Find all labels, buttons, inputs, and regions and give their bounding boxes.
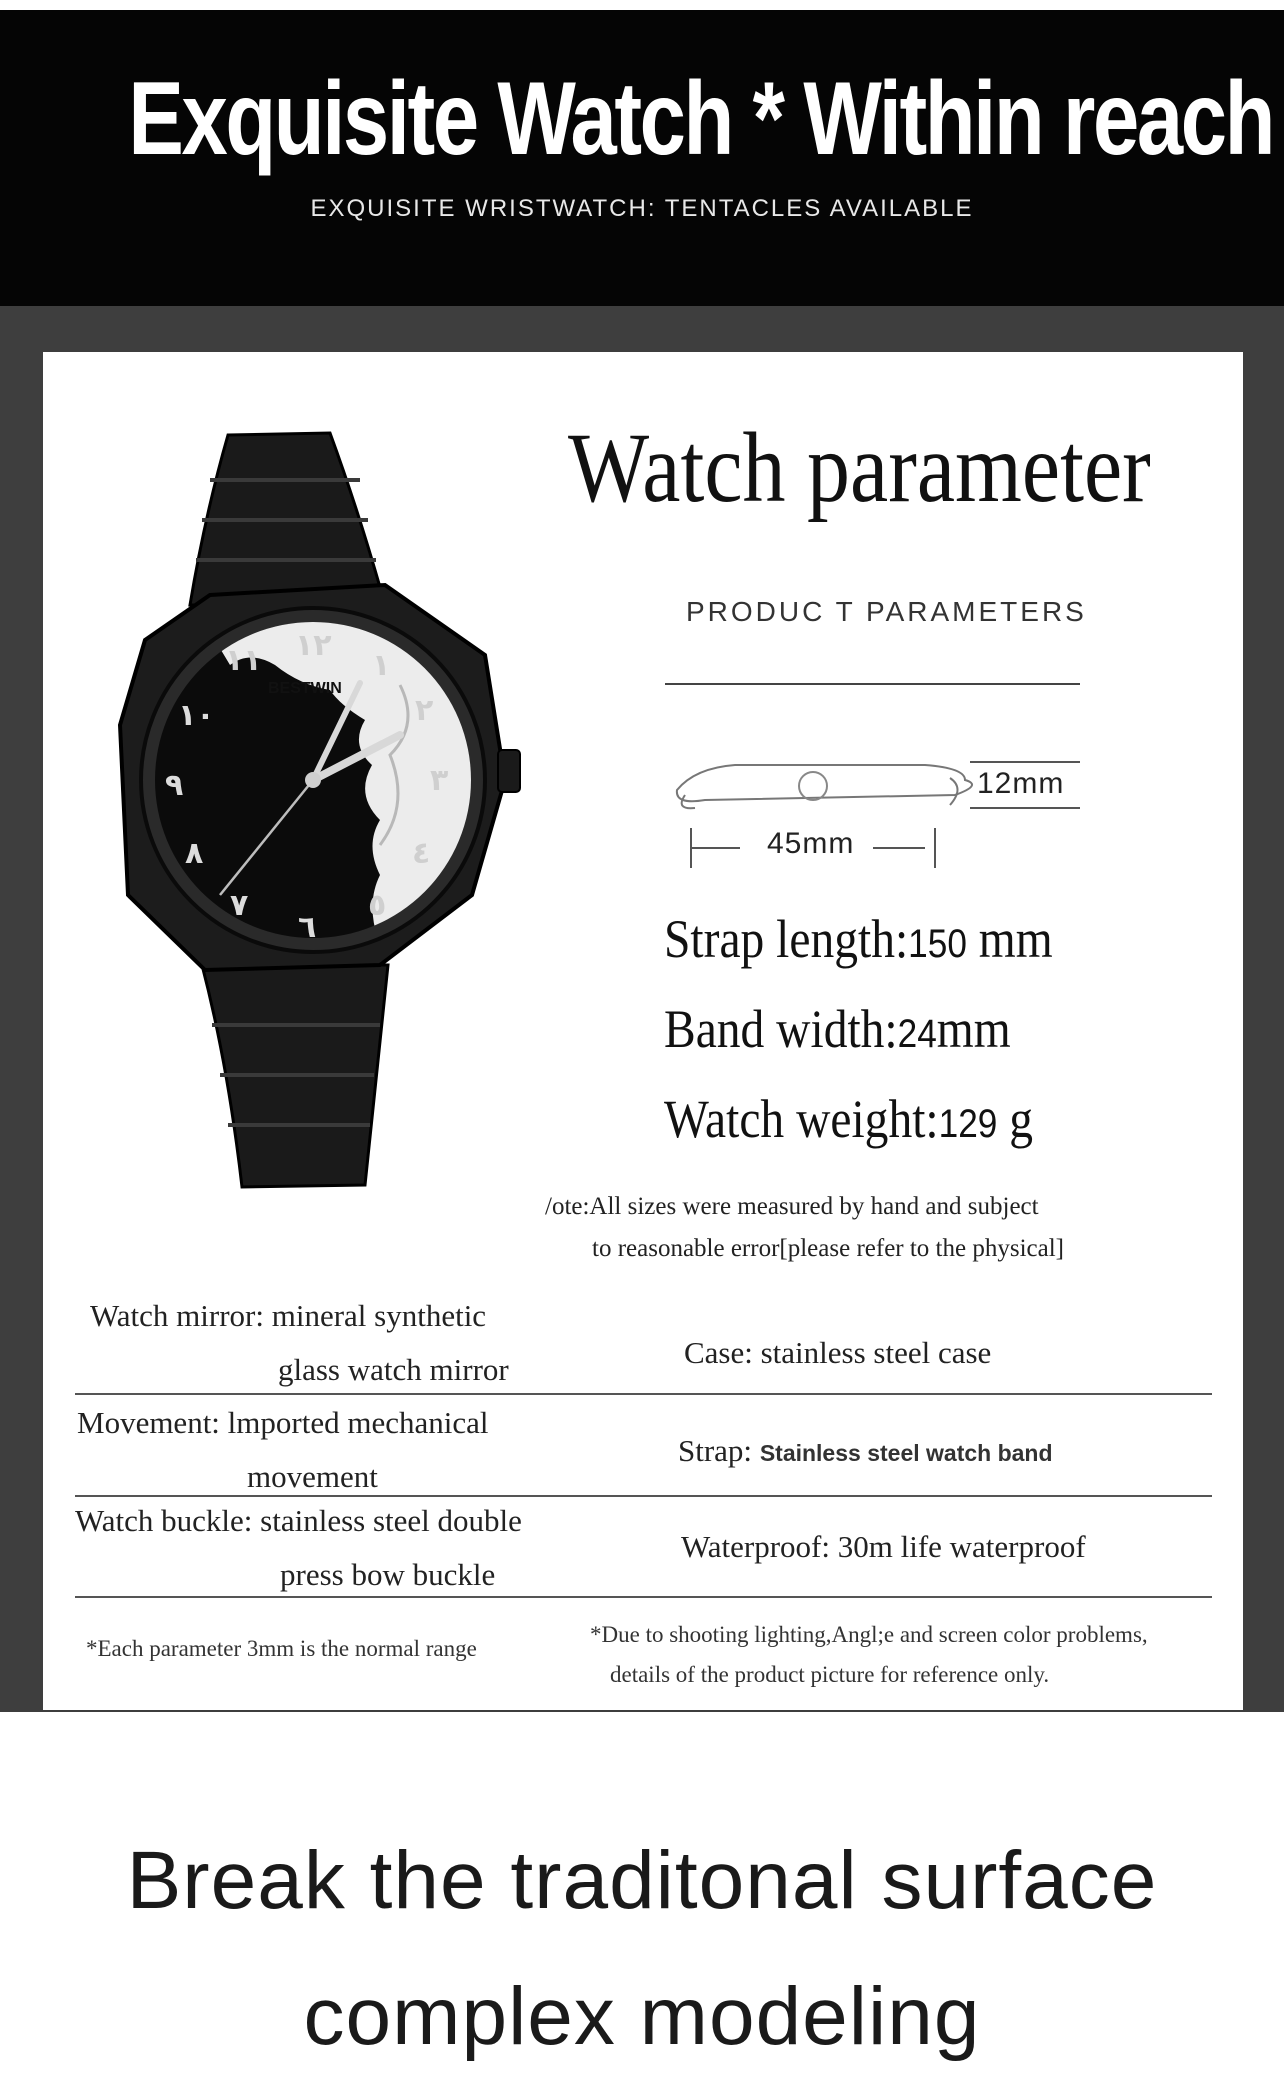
buckle-line2: press bow buckle [280, 1557, 496, 1592]
watch-weight [664, 1088, 1033, 1150]
headline: Exquisite Watch * Within reach [128, 61, 1274, 177]
numeral-7: ٧ [230, 888, 249, 923]
watch-image [110, 425, 540, 1195]
strap-label: Strap: [678, 1433, 753, 1468]
spec-unit: mm [936, 999, 1011, 1059]
footnote-right-line2: details of the product picture for reference only. [610, 1662, 1050, 1687]
spec-value: 129 [938, 1102, 998, 1146]
measurement-note-line2: to reasonable error[please refer to the physical] [592, 1235, 1064, 1262]
buckle-line1: Watch buckle: stainless steel double [75, 1503, 522, 1538]
bracelet-bottom [202, 965, 388, 1187]
brand-label: BESTWIN [268, 680, 342, 697]
subtitle-divider [665, 683, 1080, 685]
sub-headline: EXQUISITE WRISTWATCH: TENTACLES AVAILABLE [310, 195, 974, 222]
parameter-title: Watch parameter [568, 412, 1151, 523]
numeral-9: ٩ [165, 768, 184, 803]
table-divider [75, 1596, 1212, 1598]
watch-crown [498, 750, 520, 792]
numeral-4: ٤ [412, 836, 431, 871]
parameter-subtitle: PRODUC T PARAMETERS [686, 596, 1087, 627]
numeral-5: ٥ [368, 888, 387, 923]
height-dimension: 12mm [977, 767, 1065, 800]
spec-label: Strap length: [664, 909, 909, 969]
numeral-11: ١١ [225, 643, 262, 678]
footnote-right-line1: *Due to shooting lighting,Angl;e and screen color problems, [590, 1622, 1148, 1647]
waterproof-spec: Waterproof: 30m life waterproof [681, 1529, 1086, 1564]
spec-label: Watch weight: [664, 1089, 939, 1149]
numeral-1: ١ [372, 648, 391, 683]
numeral-6: ٦ [298, 910, 317, 945]
spec-value: 150 [908, 922, 967, 966]
mirror-line1: Watch mirror: mineral synthetic [90, 1298, 487, 1333]
movement-line1: Movement: lmported mechanical [77, 1405, 489, 1440]
spec-label: Band width: [664, 999, 898, 1059]
spec-value: 24 [897, 1012, 937, 1056]
slogan-line1: Break the traditonal surface [126, 1835, 1158, 1926]
spec-unit: g [997, 1089, 1033, 1149]
numeral-2: ٢ [415, 693, 434, 728]
movement-line2: movement [247, 1459, 378, 1494]
slogan-line2: complex modeling [303, 1971, 981, 2062]
numeral-8: ٨ [185, 836, 204, 871]
case-spec: Case: stainless steel case [684, 1335, 992, 1370]
numeral-10: ١٠ [178, 698, 215, 733]
diameter-dimension: 45mm [767, 827, 855, 860]
strap-value: Stainless steel watch band [759, 1440, 1053, 1466]
strap-spec [678, 1433, 1053, 1469]
numeral-12: ١٢ [295, 628, 332, 663]
band-width [664, 998, 1011, 1060]
numeral-3: ٣ [430, 763, 449, 798]
spec-unit: mm [966, 909, 1053, 969]
mirror-line2: glass watch mirror [278, 1352, 509, 1387]
measurement-note-line1: /ote:All sizes were measured by hand and subject [545, 1193, 1039, 1220]
bracelet-top [190, 433, 385, 605]
footnote-left: *Each parameter 3mm is the normal range [86, 1636, 477, 1661]
table-divider [75, 1393, 1212, 1395]
strap-length [664, 908, 1053, 970]
top-border [0, 0, 1284, 10]
table-divider [75, 1495, 1212, 1497]
